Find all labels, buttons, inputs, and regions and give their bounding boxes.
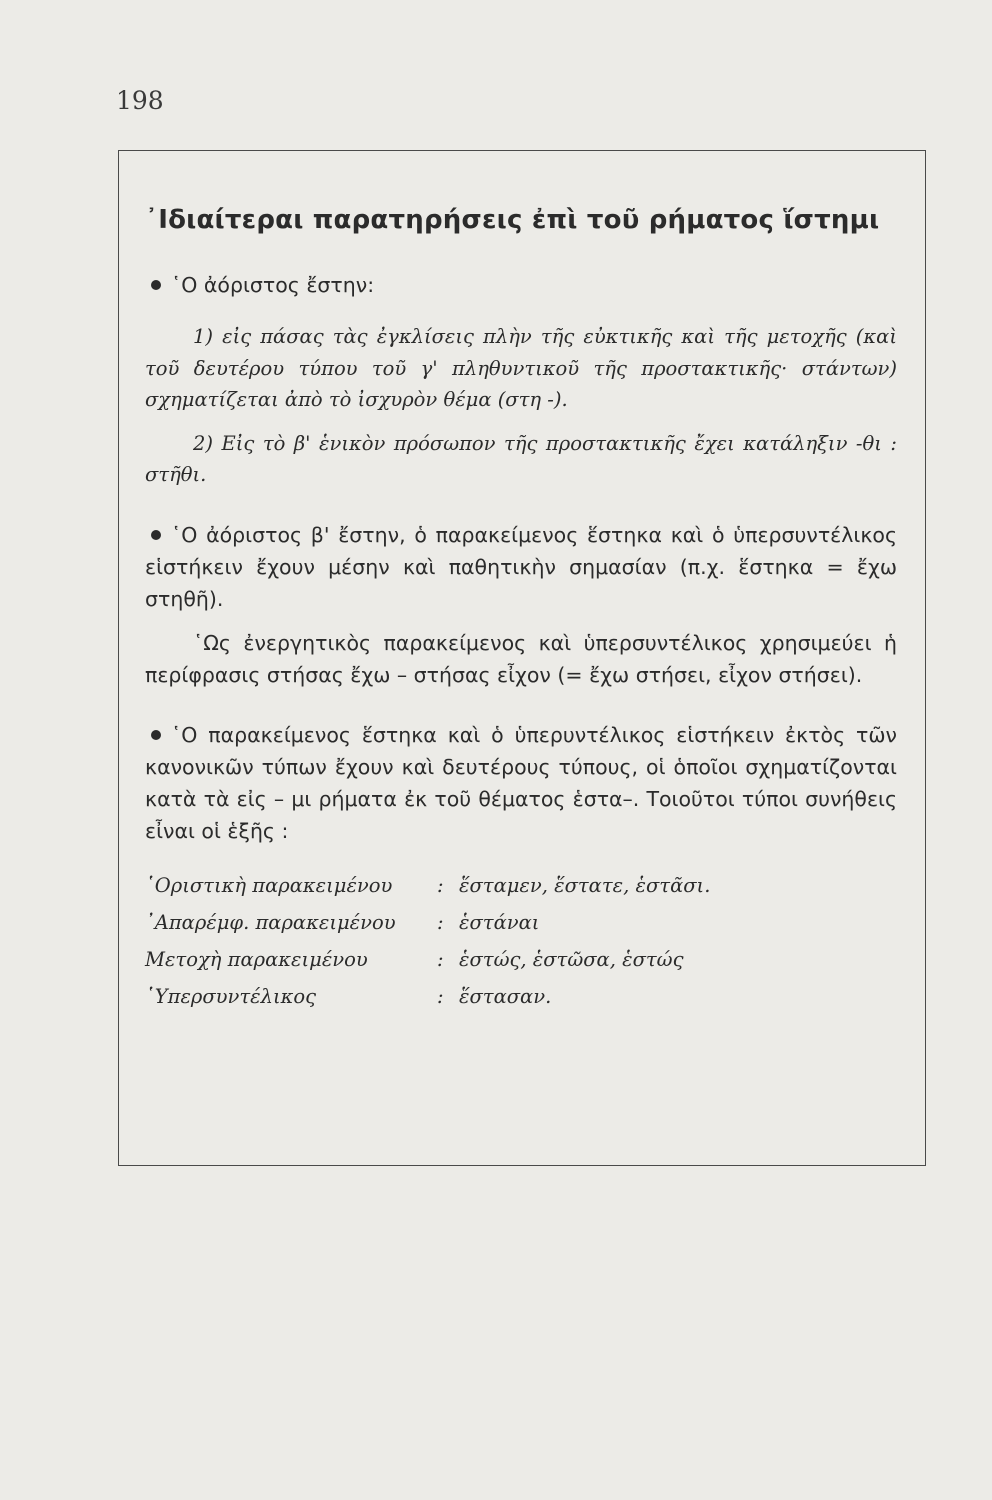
second-forms-paragraph-text: ῾Ο παρακείμενος ἕστηκα καὶ ὁ ὑπερυντέλικος εἱστήκειν ἐκτὸς τῶν κανονικῶν τύπων ἔχουν καὶ δευτέρους τύπους, οἱ ὁποῖοι σχηματίζονται κατὰ τὰ εἰς – μι ρήματα ἐκ τοῦ θέματος ἑστα–. Τοιοῦτοι τύποι συνήθεις εἶναι οἱ ἑξῆς :	[145, 722, 897, 843]
periphrasis-paragraph: ῾Ως ἐνεργητικὸς παρακείμενος καὶ ὑπερσυντέλικος χρησιμεύει ἡ περίφρασις στήσας ἔχω – στήσας εἶχον (= ἔχω στήσει, εἶχον στήσει).	[145, 630, 897, 687]
form-separator: :	[437, 910, 444, 934]
second-forms-paragraph	[145, 719, 897, 847]
section-title: ᾿Ιδιαίτεραι παρατηρήσεις ἐπὶ τοῦ ρήματος ἵστημι	[145, 205, 880, 235]
form-separator: :	[437, 947, 444, 971]
form-value: ἕσταμεν, ἕστατε, ἑστᾶσι.	[459, 873, 711, 897]
form-separator: :	[437, 984, 444, 1008]
form-value: ἑστάναι	[459, 910, 540, 934]
form-value: ἕστασαν.	[459, 984, 552, 1008]
rule-point-1: 1) εἰς πάσας τὰς ἐγκλίσεις πλὴν τῆς εὐκτικῆς καὶ τῆς μετοχῆς (καὶ τοῦ δευτέρου τύπου τοῦ γ' πληθυντικοῦ τῆς προστακτικῆς· στάντων) σχηματίζεται ἀπὸ τὸ ἰσχυρὸν θέμα (στη -).	[145, 325, 897, 411]
form-label: ᾿Απαρέμφ. παρακειμένου	[145, 910, 396, 934]
table-row	[145, 904, 710, 941]
table-row	[145, 867, 710, 904]
bullet-icon	[151, 730, 161, 740]
page-number: 198	[116, 86, 164, 115]
aorist-heading-text: ῾Ο ἀόριστος ἔστην:	[171, 273, 375, 297]
bullet-icon	[151, 530, 161, 540]
rule-point-2: 2) Εἰς τὸ β' ἑνικὸν πρόσωπον τῆς προστακτικῆς ἔχει κατάληξιν -θι : στῆθι.	[145, 431, 897, 486]
form-label: ῾Οριστικὴ παρακειμένου	[145, 873, 393, 897]
form-label: Μετοχὴ παρακειμένου	[145, 947, 368, 971]
form-value: ἑστώς, ἑστῶσα, ἑστώς	[459, 947, 684, 971]
aorist-heading	[145, 269, 897, 301]
note-content	[145, 205, 897, 1015]
meaning-paragraph	[145, 519, 897, 615]
table-row	[145, 941, 710, 978]
table-row	[145, 978, 710, 1015]
form-separator: :	[437, 873, 444, 897]
bullet-icon	[151, 280, 161, 290]
forms-table	[145, 867, 710, 1015]
form-label: ῾Υπερσυντέλικος	[145, 984, 317, 1008]
meaning-paragraph-text: ῾Ο ἀόριστος β' ἔστην, ὁ παρακείμενος ἕστηκα καὶ ὁ ὑπερσυντέλικος εἱστήκειν ἔχουν μέσην καὶ παθητικὴν σημασίαν (π.χ. ἕστηκα = ἔχω στηθῆ).	[145, 522, 897, 611]
